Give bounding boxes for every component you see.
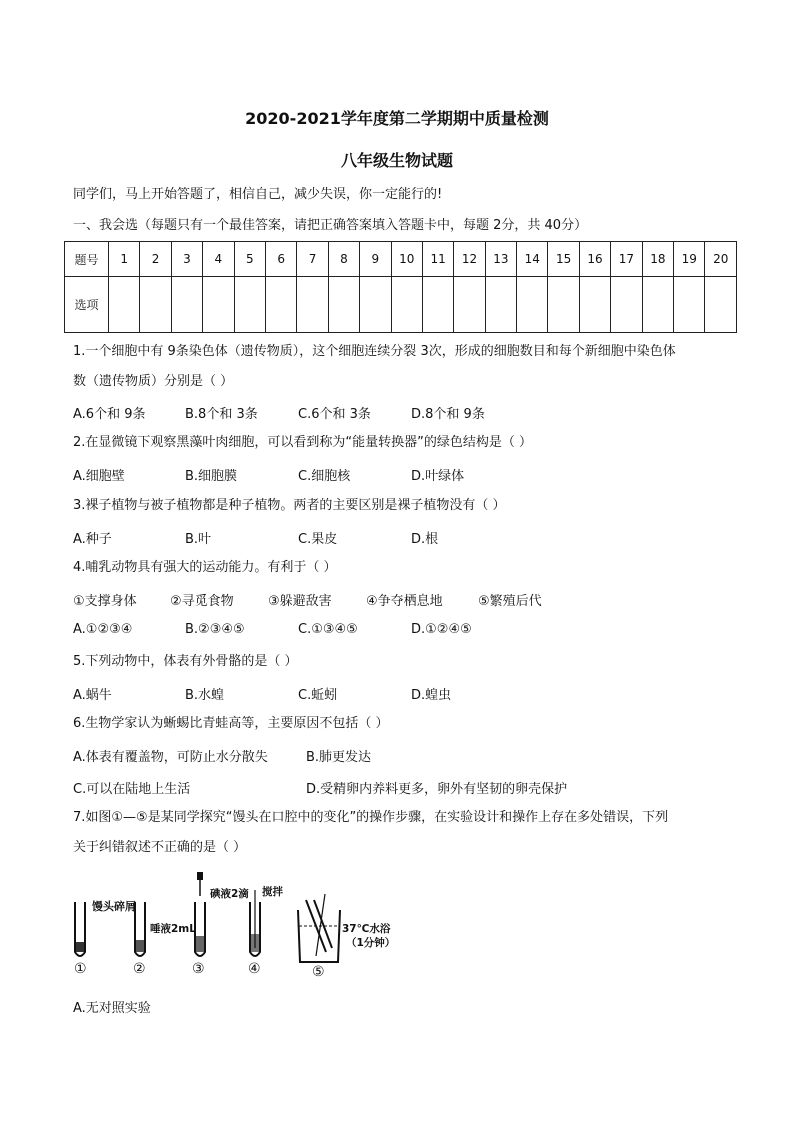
question-number: 1 bbox=[109, 242, 140, 277]
question-number: 8 bbox=[328, 242, 359, 277]
q1-stem-line2: 数（遗传物质）分别是（ ） bbox=[73, 374, 234, 389]
question-number: 18 bbox=[642, 242, 673, 277]
question-number: 13 bbox=[485, 242, 516, 277]
q6-option-d: D.受精卵内养料更多，卵外有坚韧的卵壳保护 bbox=[306, 782, 568, 797]
answer-cell[interactable] bbox=[297, 277, 328, 333]
q2-option-c: C.细胞核 bbox=[298, 469, 351, 484]
question-number: 12 bbox=[454, 242, 485, 277]
q7-option-a: A.无对照实验 bbox=[73, 1001, 151, 1016]
answer-cell[interactable] bbox=[328, 277, 359, 333]
step1-tube bbox=[75, 902, 85, 956]
q6-stem: 6.生物学家认为蜥蜴比青蛙高等，主要原因不包括（ ） bbox=[73, 716, 389, 731]
step5-waterbath bbox=[298, 894, 340, 962]
question-number: 5 bbox=[234, 242, 265, 277]
answer-cell[interactable] bbox=[391, 277, 422, 333]
question-number: 14 bbox=[517, 242, 548, 277]
question-number: 9 bbox=[360, 242, 391, 277]
q5-option-a: A.蜗牛 bbox=[73, 688, 112, 703]
exam-subtitle: 八年级生物试题 bbox=[340, 151, 453, 170]
answer-cell[interactable] bbox=[642, 277, 673, 333]
answer-cell[interactable] bbox=[611, 277, 642, 333]
answer-cell[interactable] bbox=[705, 277, 737, 333]
q5-option-d: D.蝗虫 bbox=[411, 688, 452, 703]
step3-number: ③ bbox=[192, 961, 205, 977]
answer-cell[interactable] bbox=[265, 277, 296, 333]
step5-number: ⑤ bbox=[312, 964, 325, 980]
q2-option-b: B.细胞膜 bbox=[185, 469, 238, 484]
q3-option-d: D.根 bbox=[411, 532, 439, 547]
answer-number-row bbox=[65, 242, 737, 277]
q4-item: ①支撑身体 bbox=[73, 594, 137, 609]
question-number: 6 bbox=[265, 242, 296, 277]
step3-tube bbox=[195, 872, 205, 956]
row-label-number: 题号 bbox=[65, 242, 109, 277]
q3-option-b: B.叶 bbox=[185, 532, 212, 547]
step2-label: 唾液2mL bbox=[150, 923, 196, 935]
step1-label: 馒头碎屑 bbox=[92, 900, 136, 913]
step1-number: ① bbox=[74, 961, 87, 977]
question-number: 4 bbox=[203, 242, 234, 277]
answer-cell[interactable] bbox=[485, 277, 516, 333]
q3-option-a: A.种子 bbox=[73, 532, 112, 547]
q2-option-d: D.叶绿体 bbox=[411, 469, 465, 484]
q6-option-b: B.肺更发达 bbox=[306, 750, 372, 765]
step4-label: 搅拌 bbox=[262, 886, 283, 898]
row-label-option: 选项 bbox=[65, 277, 109, 333]
q4-option-c: C.①③④⑤ bbox=[298, 622, 358, 637]
q6-option-a: A.体表有覆盖物，可防止水分散失 bbox=[73, 750, 268, 765]
q5-option-b: B.水蝗 bbox=[185, 688, 225, 703]
q7-stem-line2: 关于纠错叙述不正确的是（ ） bbox=[73, 840, 247, 855]
step3-label: 碘液2滴 bbox=[210, 888, 249, 900]
question-number: 11 bbox=[422, 242, 453, 277]
answer-cell[interactable] bbox=[140, 277, 171, 333]
q4-option-a: A.①②③④ bbox=[73, 622, 133, 637]
answer-cell[interactable] bbox=[548, 277, 579, 333]
q4-item: ④争夺栖息地 bbox=[366, 594, 443, 609]
answer-cell[interactable] bbox=[203, 277, 234, 333]
q4-item: ⑤繁殖后代 bbox=[478, 594, 542, 609]
question-number: 15 bbox=[548, 242, 579, 277]
step4-number: ④ bbox=[248, 961, 261, 977]
exam-title: 2020-2021学年度第二学期期中质量检测 bbox=[245, 109, 549, 128]
answer-cell[interactable] bbox=[171, 277, 202, 333]
q3-option-c: C.果皮 bbox=[298, 532, 338, 547]
question-number: 10 bbox=[391, 242, 422, 277]
answer-cell[interactable] bbox=[109, 277, 140, 333]
q2-option-a: A.细胞壁 bbox=[73, 469, 125, 484]
question-number: 20 bbox=[705, 242, 737, 277]
q4-option-b: B.②③④⑤ bbox=[185, 622, 245, 637]
q5-option-c: C.蚯蚓 bbox=[298, 688, 338, 703]
q7-stem-line1: 7.如图①—⑤是某同学探究“馒头在口腔中的变化”的操作步骤，在实验设计和操作上存在多处错误，下列 bbox=[73, 810, 669, 825]
answer-cell[interactable] bbox=[517, 277, 548, 333]
step2-tube bbox=[135, 902, 145, 956]
question-number: 2 bbox=[140, 242, 171, 277]
question-number: 17 bbox=[611, 242, 642, 277]
q1-option-b: B.8个和 3条 bbox=[185, 407, 258, 422]
answer-cell[interactable] bbox=[579, 277, 610, 333]
q4-stem: 4.哺乳动物具有强大的运动能力。有利于（ ） bbox=[73, 560, 337, 575]
q1-stem-line1: 1.一个细胞中有 9条染色体（遗传物质），这个细胞连续分裂 3次，形成的细胞数目和每个新细胞中染色体 bbox=[73, 344, 676, 359]
q4-option-d: D.①②④⑤ bbox=[411, 622, 472, 637]
question-number: 16 bbox=[579, 242, 610, 277]
experiment-figure bbox=[70, 870, 415, 980]
question-number: 3 bbox=[171, 242, 202, 277]
answer-cell[interactable] bbox=[234, 277, 265, 333]
answer-cell[interactable] bbox=[674, 277, 705, 333]
greeting-text: 同学们，马上开始答题了，相信自己，减少失误，你一定能行的! bbox=[73, 187, 443, 202]
q1-option-c: C.6个和 3条 bbox=[298, 407, 371, 422]
question-number: 7 bbox=[297, 242, 328, 277]
answer-cell[interactable] bbox=[422, 277, 453, 333]
q4-item: ③躲避敌害 bbox=[268, 594, 332, 609]
q5-stem: 5.下列动物中，体表有外骨骼的是（ ） bbox=[73, 654, 298, 669]
answer-cell[interactable] bbox=[360, 277, 391, 333]
q1-option-a: A.6个和 9条 bbox=[73, 407, 146, 422]
answer-card-table bbox=[64, 241, 737, 333]
step2-number: ② bbox=[133, 961, 146, 977]
section-heading: 一、我会选（每题只有一个最佳答案，请把正确答案填入答题卡中，每题 2分，共 40分） bbox=[73, 218, 588, 233]
answer-option-row bbox=[65, 277, 737, 333]
question-number: 19 bbox=[674, 242, 705, 277]
q1-option-d: D.8个和 9条 bbox=[411, 407, 485, 422]
q6-option-c: C.可以在陆地上生活 bbox=[73, 782, 191, 797]
q2-stem: 2.在显微镜下观察黑藻叶肉细胞，可以看到称为“能量转换器”的绿色结构是（ ） bbox=[73, 435, 533, 450]
q3-stem: 3.裸子植物与被子植物都是种子植物。两者的主要区别是裸子植物没有（ ） bbox=[73, 498, 506, 513]
q4-item: ②寻觅食物 bbox=[170, 594, 234, 609]
answer-cell[interactable] bbox=[454, 277, 485, 333]
step5-label: 37℃水浴 （1分钟） bbox=[342, 923, 396, 949]
step4-tube bbox=[250, 890, 260, 956]
